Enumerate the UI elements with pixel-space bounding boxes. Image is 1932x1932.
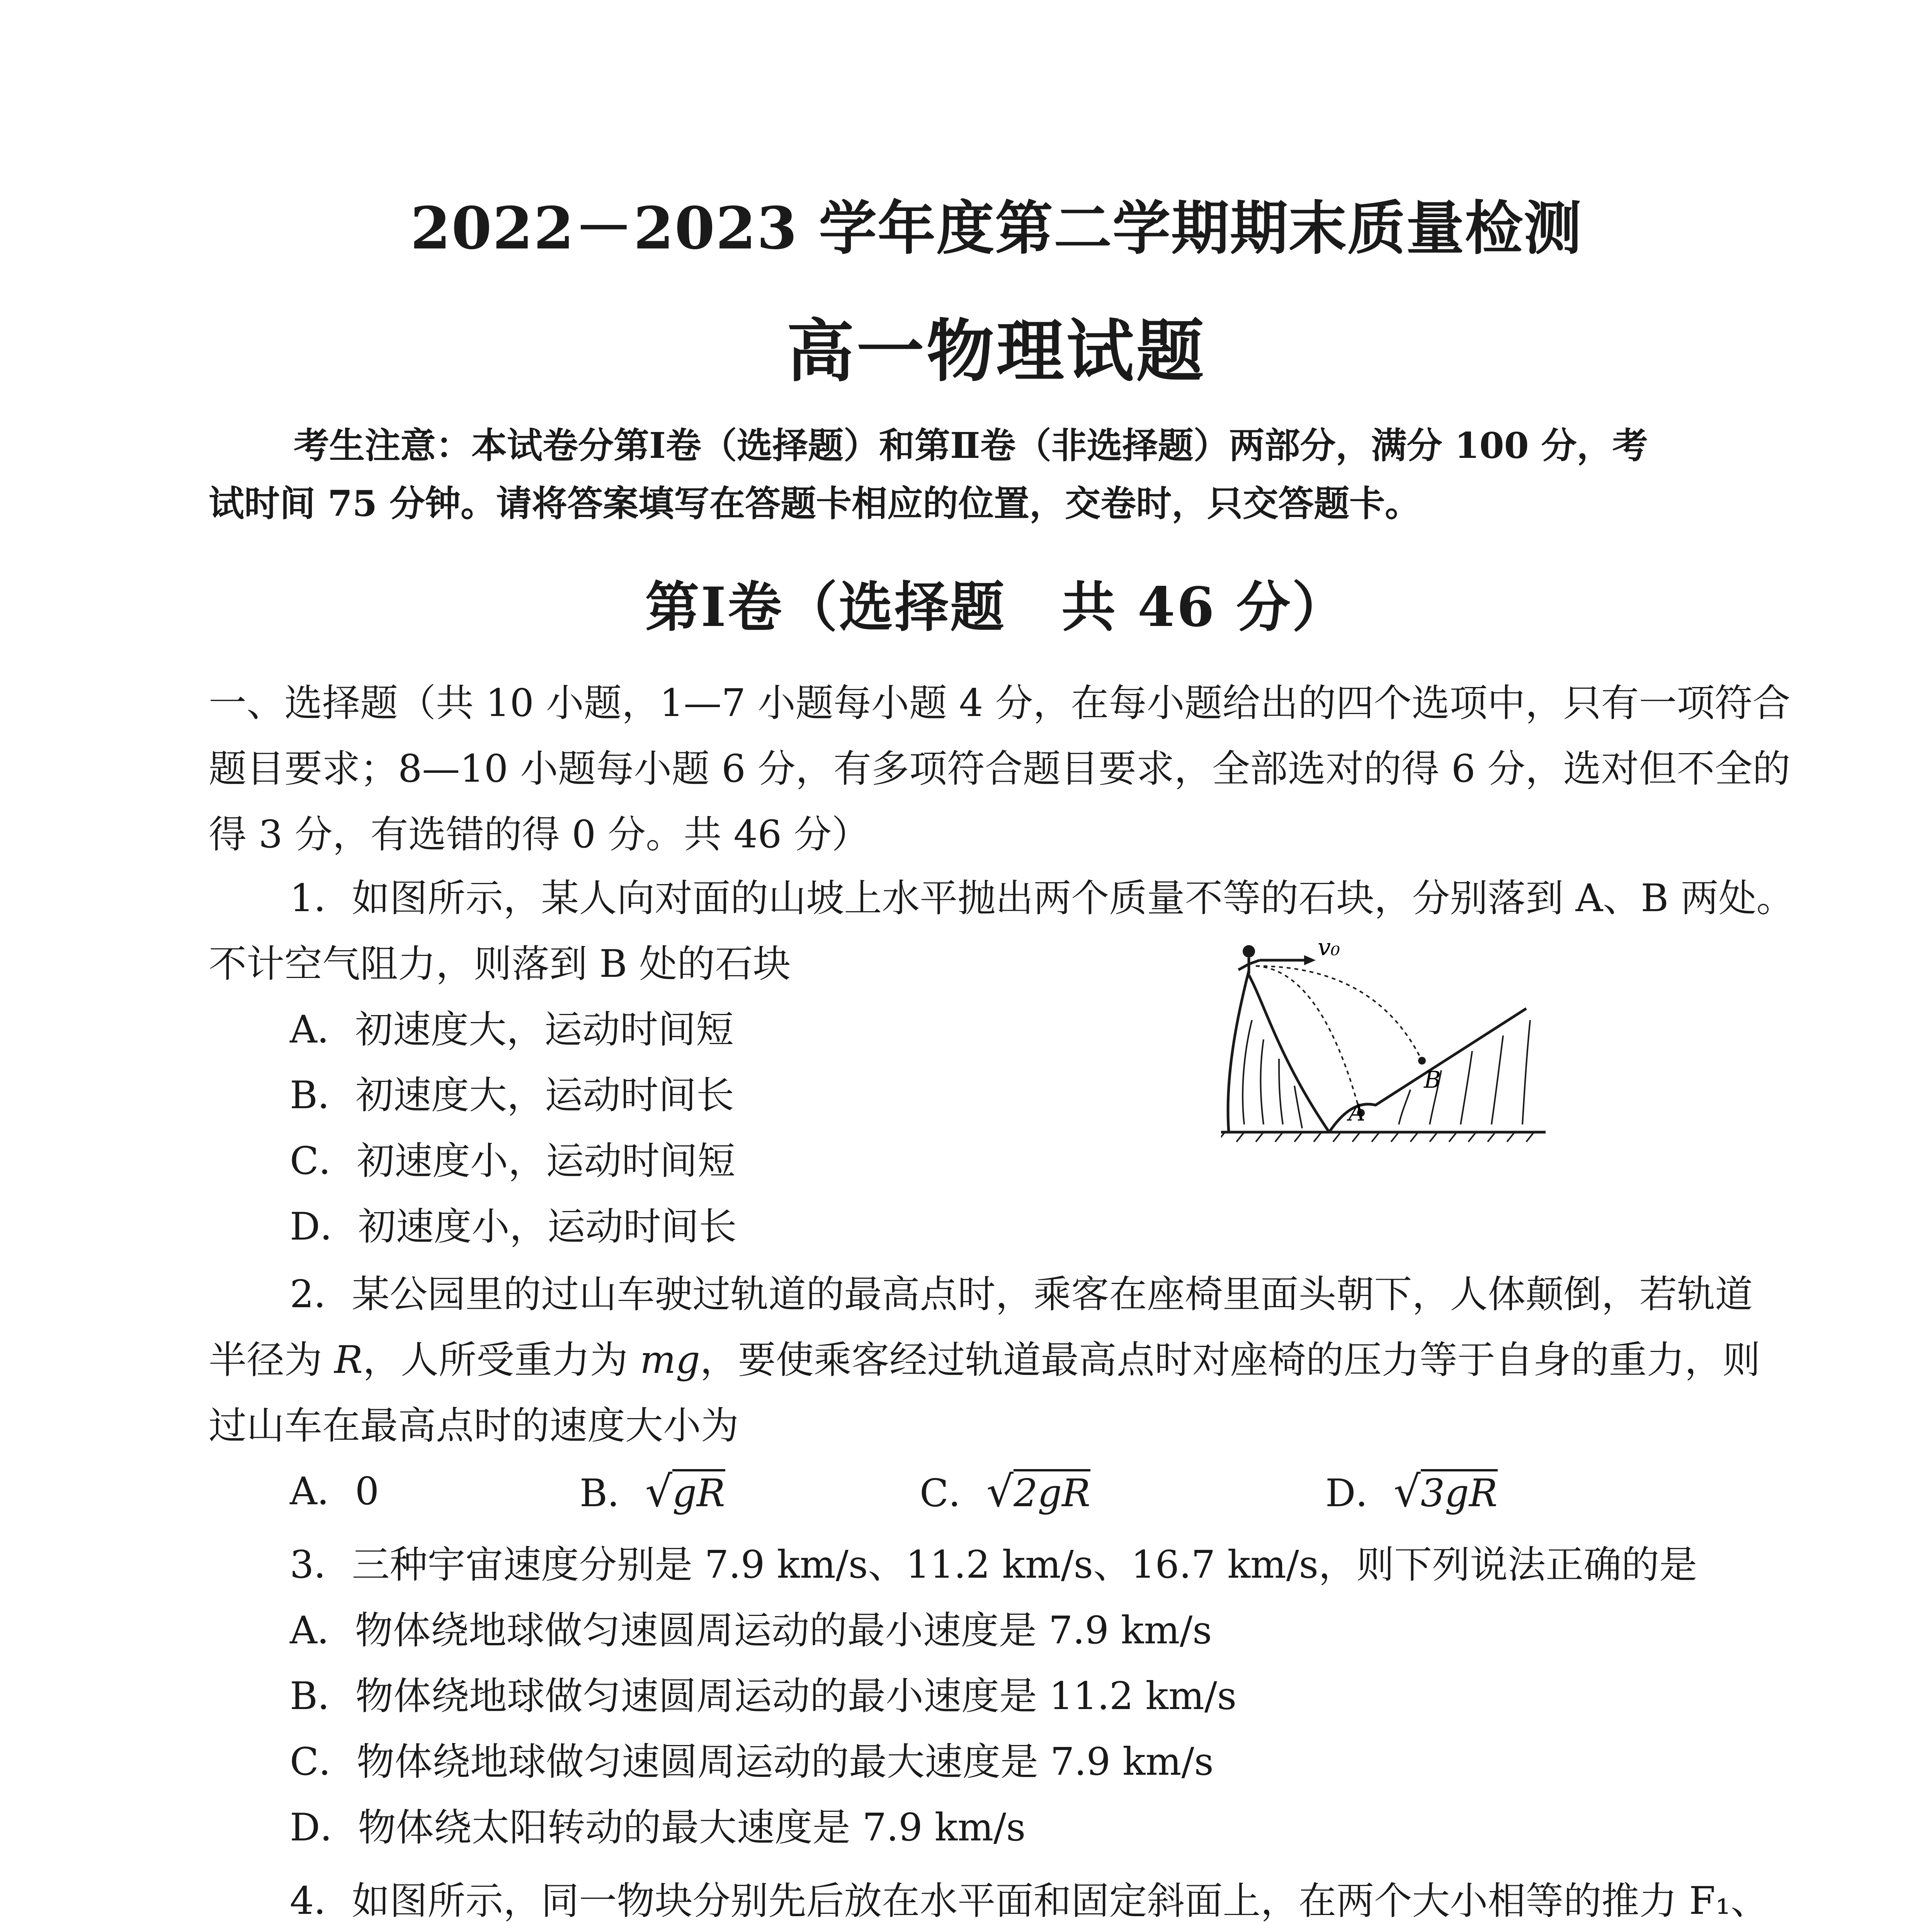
- q2-option-c: C．√2gR: [920, 1467, 1090, 1516]
- q2-option-b: B．√gR: [580, 1467, 725, 1516]
- point-b-label: B: [1424, 1066, 1441, 1094]
- q2-stem-line-2: 半径为 R，人所受重力为 mg，要使乘客经过轨道最高点时对座椅的压力等于自身的重力，则: [209, 1338, 1760, 1382]
- weight-symbol: mg: [640, 1338, 700, 1382]
- q1-stem-line-1: 1．如图所示，某人向对面的山坡上水平抛出两个质量不等的石块，分别落到 A、B 两处。: [290, 876, 1794, 920]
- point-b-dot: [1418, 1057, 1426, 1065]
- q3-option-d: D．物体绕太阳转动的最大速度是 7.9 km/s: [290, 1806, 1026, 1850]
- point-a-label: A: [1349, 1099, 1366, 1126]
- instructions-line-3: 得 3 分，有选错的得 0 分。共 46 分）: [209, 813, 870, 857]
- sqrt-expr-b: gR: [672, 1469, 725, 1515]
- q3-option-a: A．物体绕地球做匀速圆周运动的最小速度是 7.9 km/s: [290, 1609, 1212, 1653]
- q4-stem-line-1: 4．如图所示，同一物块分别先后放在水平面和固定斜面上，在两个大小相等的推力 F₁、: [290, 1879, 1769, 1923]
- radius-symbol: R: [334, 1338, 363, 1382]
- q1-option-b: B．初速度大，运动时间长: [290, 1073, 735, 1117]
- q1-option-a: A．初速度大，运动时间短: [290, 1008, 734, 1052]
- instructions-line-2: 题目要求；8—10 小题每小题 6 分，有多项符合题目要求，全部选对的得 6 分，选对但不全的: [209, 747, 1791, 791]
- q2-option-d: D．√3gR: [1325, 1467, 1498, 1516]
- exam-subject-title: 高一物理试题: [786, 312, 1206, 391]
- thrower-head: [1243, 945, 1255, 957]
- q1-projectile-figure: [1221, 943, 1549, 1144]
- q3-stem: 3．三种宇宙速度分别是 7.9 km/s、11.2 km/s、16.7 km/s，则下列说法正确的是: [290, 1543, 1697, 1587]
- sqrt-expr-d: 3gR: [1421, 1469, 1498, 1515]
- q3-option-b: B．物体绕地球做匀速圆周运动的最小速度是 11.2 km/s: [290, 1674, 1237, 1718]
- q1-option-d: D．初速度小，运动时间长: [290, 1205, 737, 1249]
- q1-option-c: C．初速度小，运动时间短: [290, 1139, 735, 1183]
- section-title: 第Ⅰ卷（选择题 共 46 分）: [645, 576, 1348, 639]
- notice-line-2: 试时间 75 分钟。请将答案填写在答题卡相应的位置，交卷时，只交答题卡。: [209, 483, 1421, 524]
- sqrt-expr-c: 2gR: [1014, 1469, 1090, 1515]
- instructions-line-1: 一、选择题（共 10 小题，1—7 小题每小题 4 分，在每小题给出的四个选项中，只有一项符合: [209, 681, 1791, 725]
- exam-main-title: 2022－2023 学年度第二学期期末质量检测: [410, 194, 1583, 262]
- q2-stem-line-1: 2．某公园里的过山车驶过轨道的最高点时，乘客在座椅里面头朝下，人体颠倒，若轨道: [290, 1272, 1753, 1316]
- v0-label: v₀: [1318, 943, 1340, 961]
- q3-option-c: C．物体绕地球做匀速圆周运动的最大速度是 7.9 km/s: [290, 1740, 1214, 1784]
- notice-line-1: 考生注意：本试卷分第Ⅰ卷（选择题）和第Ⅱ卷（非选择题）两部分，满分 100 分，考: [294, 425, 1648, 466]
- q2-option-a: A．0: [290, 1469, 379, 1514]
- q1-stem-line-2: 不计空气阻力，则落到 B 处的石块: [209, 942, 791, 986]
- q2-stem-line-3: 过山车在最高点时的速度大小为: [209, 1404, 739, 1448]
